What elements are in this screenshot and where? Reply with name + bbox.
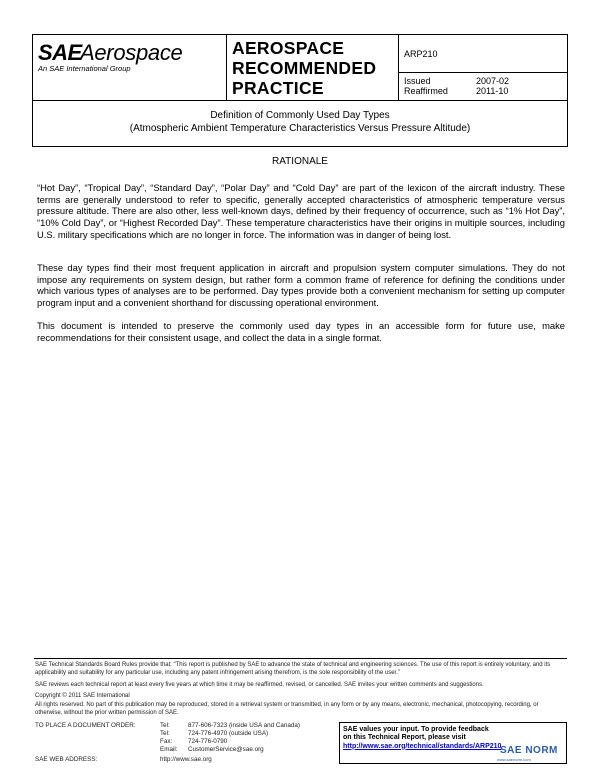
feedback-line-2: on this Technical Report, please visit (343, 734, 466, 742)
footer-rule (34, 658, 567, 659)
rationale-paragraph-1: “Hot Day”, “Tropical Day”, “Standard Day”, “Polar Day” and “Cold Day” are part of the lexicon of the aircraft industry. These terms are generally understood to refer to specific, generally accepted characteristics of atmospheric temperature versus pressure altitude. There are also other, less well-known days, defined by their frequency of occurrence, such as “1% Hot Day”, “10% Cold Day”, or “Highest Recorded Day”. These temperature characteristics have their origins in multiple sources, including U.S. military specifications which are no longer in force. The information was in danger of being lost. (37, 182, 565, 240)
contact-label-4: Email: (160, 746, 178, 753)
footer-rights: All rights reserved. No part of this publication may be reproduced, stored in a retrieval system or transmitted, in any form or by any means, electronic, mechanical, photocopying, recording, or otherwise, without the prior written permission of SAE. (35, 702, 539, 717)
watermark-logo: SAE NORM (500, 745, 558, 756)
watermark-url: www.saenorm.com (497, 757, 531, 762)
header-top-rule (32, 34, 568, 35)
contact-value-3: 724-776-0790 (188, 738, 228, 745)
footer-notice-review: SAE reviews each technical report at least every five years at which time it may be reaffirmed, revised, or cancelled. SAE invites your written comments and suggestions. (35, 682, 484, 688)
contact-label-2: Tel: (160, 730, 170, 737)
contact-value-1: 877-606-7323 (inside USA and Canada) (188, 722, 301, 729)
logo-product: Aerospace (80, 40, 183, 65)
subject-bottom-rule (32, 146, 568, 147)
contact-value-2: 724-776-4970 (outside USA) (188, 730, 269, 737)
contact-label-1: Tel: (160, 722, 170, 729)
issued-date: 2007-02 (476, 76, 510, 86)
contact-email[interactable]: CustomerService@sae.org (188, 746, 264, 753)
feedback-line-1: SAE values your input. To provide feedback (343, 726, 489, 733)
reaffirmed-date: 2011-10 (476, 86, 509, 96)
footer-copyright: Copyright © 2011 SAE International (35, 693, 130, 699)
rationale-heading: RATIONALE (272, 156, 328, 167)
logo-brand: SAE (38, 40, 82, 65)
contact-label-3: Fax: (160, 738, 173, 745)
header-bottom-rule (32, 100, 568, 101)
feedback-link[interactable]: http://www.sae.org/technical/standards/ARP210 (343, 742, 502, 750)
web-address-label: SAE WEB ADDRESS: (35, 756, 98, 763)
document-title: Definition of Commonly Used Day Types (210, 110, 390, 121)
order-label: TO PLACE A DOCUMENT ORDER: (35, 722, 136, 729)
web-address-link[interactable]: http://www.sae.org (160, 756, 212, 763)
doc-type-line-2: RECOMMENDED (232, 58, 377, 78)
doc-number: ARP210 (404, 49, 438, 59)
header-divider-right (398, 34, 399, 101)
page-right-rule (567, 34, 568, 147)
feedback-text (343, 726, 501, 751)
doc-type-line-1: AEROSPACE (232, 38, 345, 58)
footer-notice-rules: SAE Technical Standards Board Rules provide that: “This report is published by SAE to advance the state of technical and engineering sciences. The use of this report is entirely voluntary, and its applicability and suitability for any particular use, including any patent infringement arising therefrom, is the sole responsibility of the user.” (35, 662, 551, 677)
rationale-paragraph-3: This document is intended to preserve the commonly used day types in an accessible form for future use, make recommendations for their consistent usage, and collect the data in a single format. (37, 320, 565, 343)
page-left-rule (32, 34, 33, 147)
rationale-paragraph-2: These day types find their most frequent application in aircraft and propulsion system computer simulations. They do not impose any requirements on system design, but rather form a common frame of reference for defining the conditions under which various types of analyses are to be performed. Day types provide both a convenient mechanism for setting up computer program input and a convenient shorthand for discussing operational environment. (37, 262, 565, 309)
header-docno-rule (398, 72, 568, 73)
doc-type-line-3: PRACTICE (232, 78, 324, 98)
header-divider-left (226, 34, 227, 101)
issued-label: Issued (404, 76, 431, 86)
reaffirmed-label: Reaffirmed (404, 86, 448, 96)
document-subtitle: (Atmospheric Ambient Temperature Characteristics Versus Pressure Altitude) (129, 123, 471, 134)
logo-tagline: An SAE International Group (38, 64, 131, 73)
